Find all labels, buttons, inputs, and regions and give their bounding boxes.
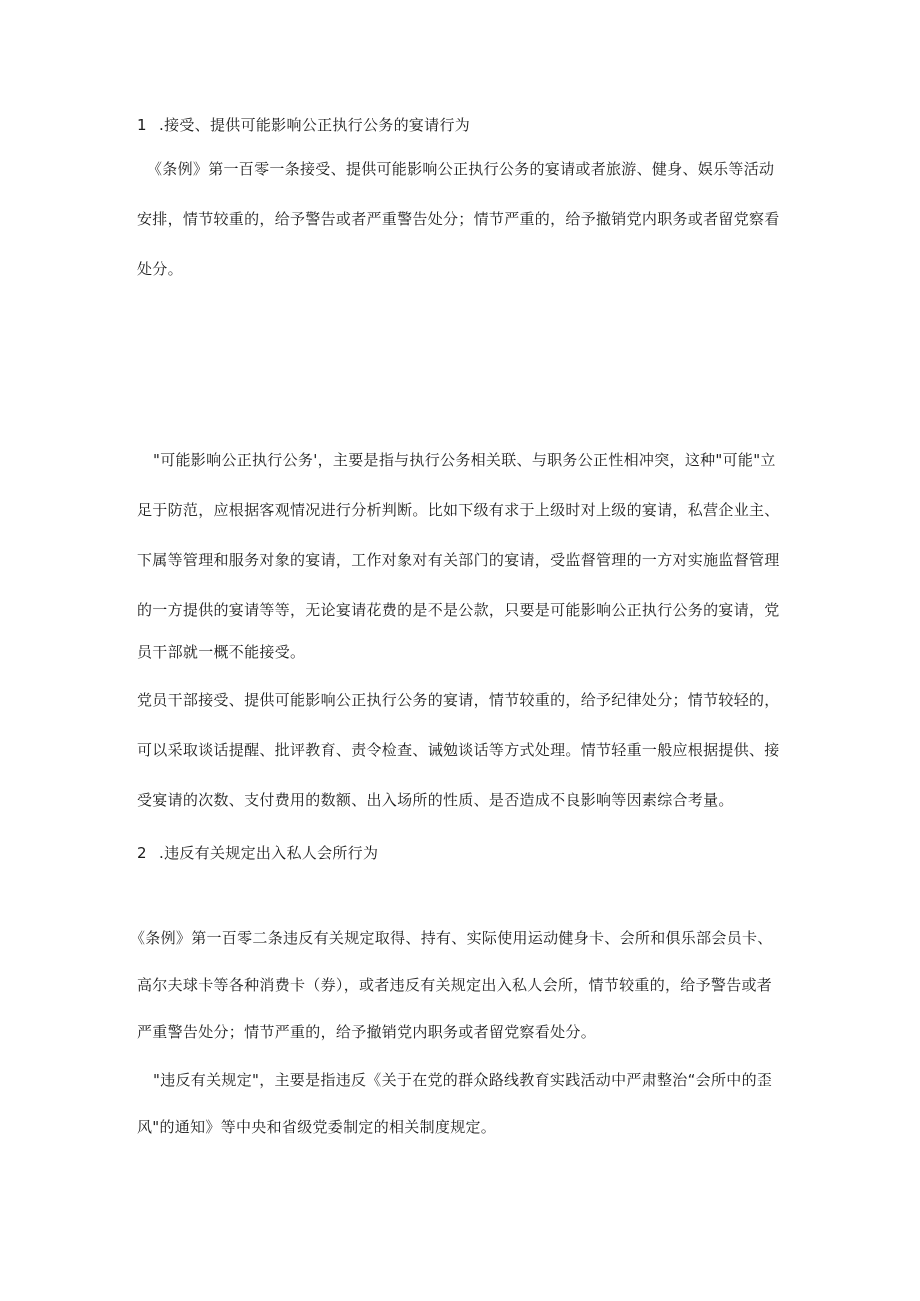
paragraph-line: 可以采取谈话提醒、批评教育、责令检查、诫勉谈话等方式处理。情节轻重一般应根据提供、接 <box>137 741 780 759</box>
paragraph-line: 下属等管理和服务对象的宴请，工作对象对有关部门的宴请，受监督管理的一方对实施监督管理 <box>137 551 780 569</box>
paragraph-line: 员干部就一概不能接受。 <box>137 643 306 661</box>
paragraph-line: 足于防范，应根据客观情况进行分析判断。比如下级有求于上级时对上级的宴请，私营企业主、 <box>137 501 780 519</box>
paragraph-line: 的一方提供的宴请等等，无论宴请花费的是不是公款，只要是可能影响公正执行公务的宴请，党 <box>137 601 780 619</box>
section-1-title: .接受、提供可能影响公正执行公务的宴请行为 <box>159 116 471 134</box>
paragraph-line: 受宴请的次数、支付费用的数额、出入场所的性质、是否造成不良影响等因素综合考量。 <box>137 791 734 809</box>
paragraph-line: 《条例》第一百零二条违反有关规定取得、持有、实际使用运动健身卡、会所和俱乐部会员卡、 <box>130 929 773 947</box>
section-1-heading <box>137 115 470 135</box>
paragraph-line: 严重警告处分；情节严重的，给予撤销党内职务或者留党察看处分。 <box>137 1023 597 1041</box>
section-2-number: 2 <box>137 844 147 862</box>
paragraph-line: 党员干部接受、提供可能影响公正执行公务的宴请，情节较重的，给予纪律处分；情节较轻的， <box>137 691 780 709</box>
section-2-title: .违反有关规定出入私人会所行为 <box>159 844 379 862</box>
section-2-heading <box>137 843 378 863</box>
paragraph-line: "可能影响公正执行公务'，主要是指与执行公务相关联、与职务公正性相冲突，这种"可能"立 <box>153 451 776 469</box>
paragraph-line: 《条例》第一百零一条接受、提供可能影响公正执行公务的宴请或者旅游、健身、娱乐等活动 <box>147 160 775 178</box>
section-1-number: 1 <box>137 116 147 134</box>
paragraph-line: 风"的通知》等中央和省级党委制定的相关制度规定。 <box>137 1118 497 1136</box>
paragraph-line: 高尔夫球卡等各种消费卡（券），或者违反有关规定出入私人会所，情节较重的，给予警告或者 <box>137 976 773 994</box>
paragraph-line: 安排，情节较重的，给予警告或者严重警告处分；情节严重的，给予撤销党内职务或者留党察看 <box>137 210 780 228</box>
paragraph-line: 处分。 <box>137 260 183 278</box>
paragraph-line: "违反有关规定"，主要是指违反《关于在党的群众路线教育实践活动中严肃整治“会所中的歪 <box>153 1071 773 1089</box>
